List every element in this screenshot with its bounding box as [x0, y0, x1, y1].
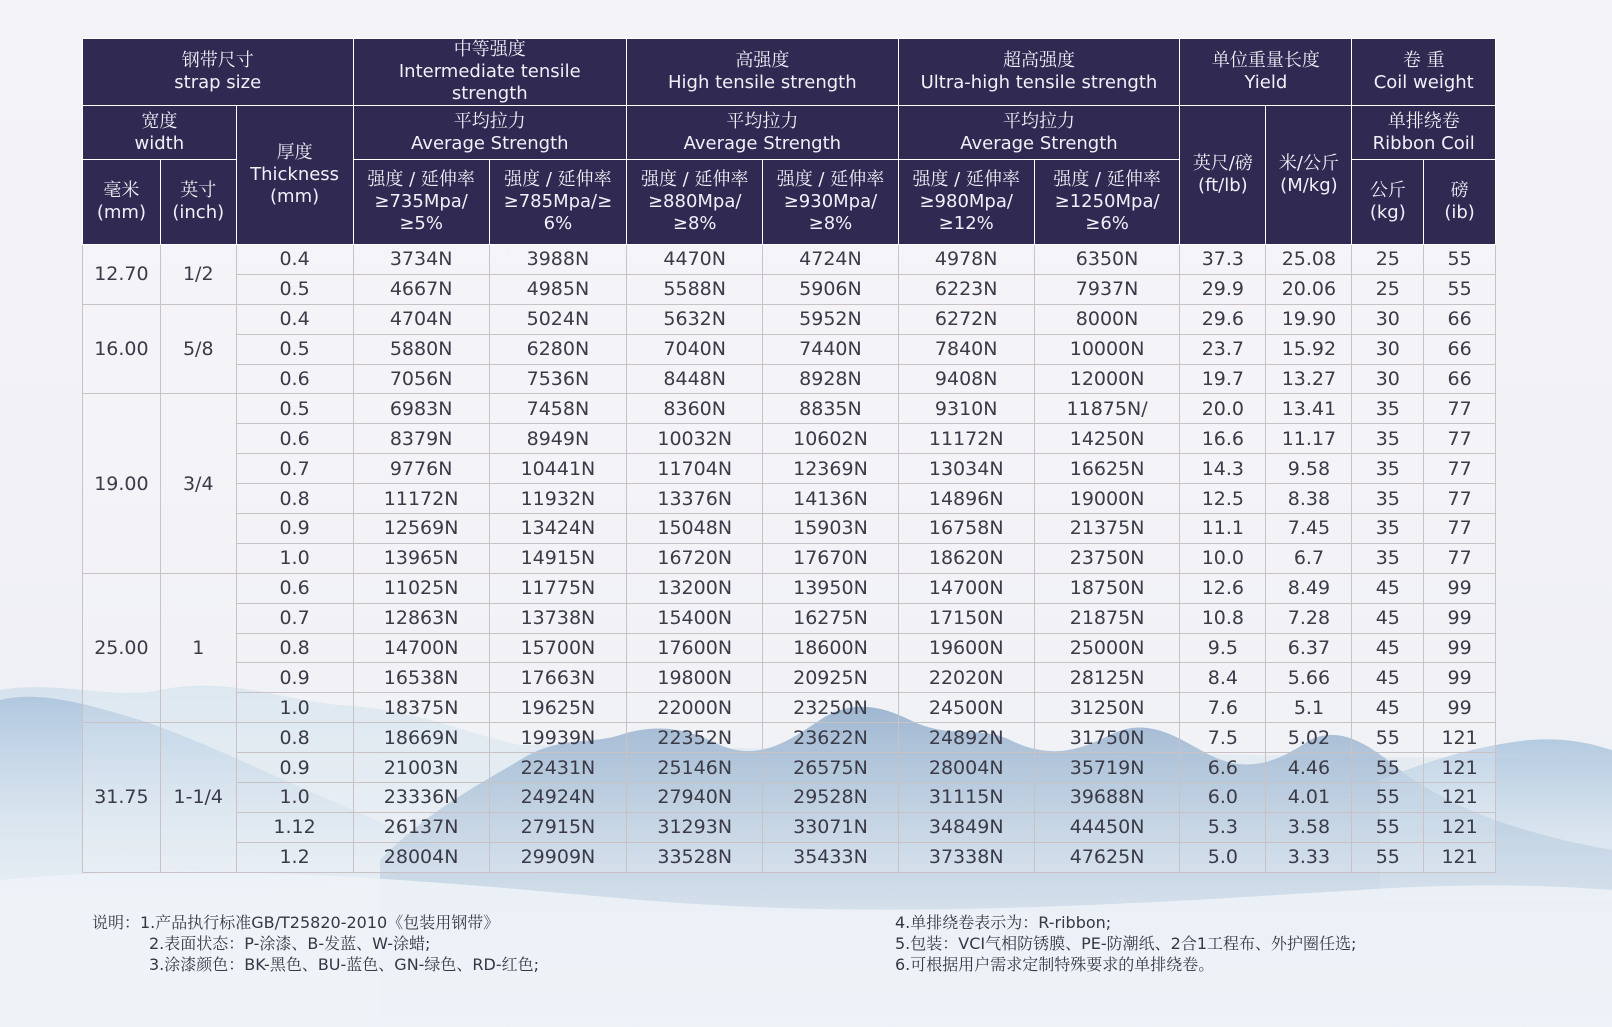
- m-per-kg-cell: 5.02: [1266, 723, 1352, 753]
- grade-930-cell: 8835N: [763, 394, 898, 424]
- coil-kg-cell: 30: [1352, 364, 1424, 394]
- grade-880-cell: 8360N: [627, 394, 763, 424]
- grade-1250-cell: 14250N: [1034, 424, 1179, 454]
- coil-kg-cell: 45: [1352, 573, 1424, 603]
- ft-per-lb-cell: 12.6: [1180, 573, 1266, 603]
- coil-lb-cell: 66: [1424, 364, 1496, 394]
- coil-lb-cell: 66: [1424, 334, 1496, 364]
- grade-930-cell: 14136N: [763, 484, 898, 514]
- ft-per-lb-cell: 12.5: [1180, 484, 1266, 514]
- m-per-kg-cell: 4.01: [1266, 783, 1352, 813]
- coil-kg-cell: 35: [1352, 424, 1424, 454]
- grade-785-cell: 29909N: [489, 842, 626, 872]
- grade-980-cell: 14700N: [898, 573, 1034, 603]
- grade-1250-cell: 31750N: [1034, 723, 1179, 753]
- grade-1250-cell: 39688N: [1034, 783, 1179, 813]
- grade-735-cell: 7056N: [353, 364, 489, 394]
- header-coil-weight: 卷 重 Coil weight: [1352, 39, 1496, 106]
- grade-980-cell: 16758N: [898, 514, 1034, 544]
- grade-930-cell: 15903N: [763, 514, 898, 544]
- ft-per-lb-cell: 10.0: [1180, 543, 1266, 573]
- thickness-cell: 0.7: [236, 603, 353, 633]
- coil-lb-cell: 121: [1424, 723, 1496, 753]
- grade-980-cell: 19600N: [898, 633, 1034, 663]
- thickness-cell: 0.6: [236, 573, 353, 603]
- grade-1250-cell: 19000N: [1034, 484, 1179, 514]
- grade-1250-cell: 18750N: [1034, 573, 1179, 603]
- coil-lb-cell: 99: [1424, 573, 1496, 603]
- coil-lb-cell: 121: [1424, 842, 1496, 872]
- coil-lb-cell: 121: [1424, 753, 1496, 783]
- grade-1250-cell: 35719N: [1034, 753, 1179, 783]
- grade-735-cell: 14700N: [353, 633, 489, 663]
- header-grade-980: 强度 / 延伸率 ≥980Mpa/ ≥12%: [898, 160, 1034, 245]
- table-row: [83, 484, 1496, 514]
- strap-specification-table: [82, 38, 1496, 873]
- grade-1250-cell: 16625N: [1034, 454, 1179, 484]
- grade-1250-cell: 11875N/: [1034, 394, 1179, 424]
- header-width: 宽度 width: [83, 106, 237, 160]
- grade-930-cell: 4724N: [763, 245, 898, 275]
- grade-1250-cell: 28125N: [1034, 663, 1179, 693]
- grade-735-cell: 5880N: [353, 334, 489, 364]
- header-lb: 磅 (ib): [1424, 160, 1496, 245]
- m-per-kg-cell: 15.92: [1266, 334, 1352, 364]
- grade-785-cell: 15700N: [489, 633, 626, 663]
- grade-880-cell: 25146N: [627, 753, 763, 783]
- grade-930-cell: 13950N: [763, 573, 898, 603]
- header-avg-strength-intermediate: 平均拉力 Average Strength: [353, 106, 627, 160]
- thickness-cell: 0.9: [236, 514, 353, 544]
- grade-880-cell: 33528N: [627, 842, 763, 872]
- header-thickness: 厚度 Thickness (mm): [236, 106, 353, 245]
- grade-735-cell: 26137N: [353, 812, 489, 842]
- width-inch-cell: 1/2: [160, 245, 236, 305]
- width-mm-cell: 16.00: [83, 304, 161, 394]
- grade-785-cell: 19939N: [489, 723, 626, 753]
- grade-880-cell: 22000N: [627, 693, 763, 723]
- header-high-strength: 高强度 High tensile strength: [627, 39, 899, 106]
- header-ultra-high-strength: 超高强度 Ultra-high tensile strength: [898, 39, 1180, 106]
- coil-kg-cell: 45: [1352, 633, 1424, 663]
- grade-930-cell: 23250N: [763, 693, 898, 723]
- table-row: [83, 842, 1496, 872]
- ft-per-lb-cell: 7.5: [1180, 723, 1266, 753]
- coil-kg-cell: 55: [1352, 723, 1424, 753]
- m-per-kg-cell: 3.33: [1266, 842, 1352, 872]
- grade-735-cell: 28004N: [353, 842, 489, 872]
- ft-per-lb-cell: 14.3: [1180, 454, 1266, 484]
- m-per-kg-cell: 6.37: [1266, 633, 1352, 663]
- grade-735-cell: 11025N: [353, 573, 489, 603]
- grade-980-cell: 18620N: [898, 543, 1034, 573]
- ft-per-lb-cell: 7.6: [1180, 693, 1266, 723]
- m-per-kg-cell: 19.90: [1266, 304, 1352, 334]
- grade-930-cell: 20925N: [763, 663, 898, 693]
- thickness-cell: 1.0: [236, 543, 353, 573]
- note-line: 2.表面状态：P-涂漆、B-发蓝、W-涂蜡;: [149, 934, 431, 953]
- grade-785-cell: 19625N: [489, 693, 626, 723]
- grade-980-cell: 6272N: [898, 304, 1034, 334]
- grade-930-cell: 16275N: [763, 603, 898, 633]
- coil-lb-cell: 77: [1424, 484, 1496, 514]
- grade-980-cell: 31115N: [898, 783, 1034, 813]
- thickness-cell: 0.6: [236, 364, 353, 394]
- coil-lb-cell: 99: [1424, 603, 1496, 633]
- grade-980-cell: 34849N: [898, 812, 1034, 842]
- header-avg-strength-ultra: 平均拉力 Average Strength: [898, 106, 1180, 160]
- m-per-kg-cell: 6.7: [1266, 543, 1352, 573]
- grade-1250-cell: 21875N: [1034, 603, 1179, 633]
- width-mm-cell: 19.00: [83, 394, 161, 573]
- note-line: 4.单排绕卷表示为：R-ribbon;: [895, 913, 1112, 932]
- ft-per-lb-cell: 29.6: [1180, 304, 1266, 334]
- width-inch-cell: 1: [160, 573, 236, 722]
- grade-980-cell: 37338N: [898, 842, 1034, 872]
- grade-980-cell: 28004N: [898, 753, 1034, 783]
- grade-785-cell: 13738N: [489, 603, 626, 633]
- note-line: 说明：1.产品执行标准GB/T25820-2010《包装用钢带》: [92, 913, 500, 932]
- grade-880-cell: 15048N: [627, 514, 763, 544]
- table-row: [83, 603, 1496, 633]
- m-per-kg-cell: 8.38: [1266, 484, 1352, 514]
- coil-kg-cell: 45: [1352, 663, 1424, 693]
- grade-785-cell: 5024N: [489, 304, 626, 334]
- ft-per-lb-cell: 23.7: [1180, 334, 1266, 364]
- grade-735-cell: 18669N: [353, 723, 489, 753]
- grade-930-cell: 10602N: [763, 424, 898, 454]
- grade-785-cell: 10441N: [489, 454, 626, 484]
- width-mm-cell: 25.00: [83, 573, 161, 722]
- grade-880-cell: 13376N: [627, 484, 763, 514]
- grade-785-cell: 27915N: [489, 812, 626, 842]
- grade-880-cell: 4470N: [627, 245, 763, 275]
- grade-1250-cell: 8000N: [1034, 304, 1179, 334]
- notes-right: [895, 912, 1356, 975]
- notes-left: [92, 912, 539, 975]
- header-grade-1250: 强度 / 延伸率 ≥1250Mpa/ ≥6%: [1034, 160, 1179, 245]
- coil-kg-cell: 55: [1352, 783, 1424, 813]
- grade-785-cell: 3988N: [489, 245, 626, 275]
- thickness-cell: 0.5: [236, 334, 353, 364]
- grade-785-cell: 6280N: [489, 334, 626, 364]
- grade-980-cell: 9310N: [898, 394, 1034, 424]
- coil-kg-cell: 35: [1352, 454, 1424, 484]
- grade-880-cell: 10032N: [627, 424, 763, 454]
- grade-980-cell: 14896N: [898, 484, 1034, 514]
- m-per-kg-cell: 5.66: [1266, 663, 1352, 693]
- grade-930-cell: 29528N: [763, 783, 898, 813]
- coil-kg-cell: 55: [1352, 812, 1424, 842]
- coil-kg-cell: 35: [1352, 543, 1424, 573]
- grade-880-cell: 22352N: [627, 723, 763, 753]
- grade-735-cell: 12569N: [353, 514, 489, 544]
- coil-lb-cell: 55: [1424, 245, 1496, 275]
- grade-880-cell: 5588N: [627, 274, 763, 304]
- grade-735-cell: 16538N: [353, 663, 489, 693]
- table-row: [83, 573, 1496, 603]
- header-grade-735: 强度 / 延伸率 ≥735Mpa/ ≥5%: [353, 160, 489, 245]
- grade-1250-cell: 25000N: [1034, 633, 1179, 663]
- grade-980-cell: 24500N: [898, 693, 1034, 723]
- grade-930-cell: 5952N: [763, 304, 898, 334]
- table-body: [83, 245, 1496, 873]
- strap-specification-table-container: [82, 38, 1496, 873]
- ft-per-lb-cell: 9.5: [1180, 633, 1266, 663]
- grade-735-cell: 4667N: [353, 274, 489, 304]
- grade-735-cell: 13965N: [353, 543, 489, 573]
- grade-735-cell: 6983N: [353, 394, 489, 424]
- coil-lb-cell: 55: [1424, 274, 1496, 304]
- note-line: 3.涂漆颜色：BK-黑色、BU-蓝色、GN-绿色、RD-红色;: [149, 955, 540, 974]
- grade-980-cell: 24892N: [898, 723, 1034, 753]
- header-grade-785: 强度 / 延伸率 ≥785Mpa/≥ 6%: [489, 160, 626, 245]
- m-per-kg-cell: 20.06: [1266, 274, 1352, 304]
- grade-930-cell: 8928N: [763, 364, 898, 394]
- m-per-kg-cell: 7.28: [1266, 603, 1352, 633]
- ft-per-lb-cell: 20.0: [1180, 394, 1266, 424]
- grade-880-cell: 13200N: [627, 573, 763, 603]
- grade-980-cell: 11172N: [898, 424, 1034, 454]
- table-row: [83, 274, 1496, 304]
- table-row: [83, 514, 1496, 544]
- header-ft-per-lb: 英尺/磅 (ft/lb): [1180, 106, 1266, 245]
- header-intermediate-strength: 中等强度 Intermediate tensile strength: [353, 39, 627, 106]
- table-row: [83, 812, 1496, 842]
- width-inch-cell: 1-1/4: [160, 723, 236, 872]
- table-row: [83, 633, 1496, 663]
- coil-lb-cell: 77: [1424, 424, 1496, 454]
- ft-per-lb-cell: 6.6: [1180, 753, 1266, 783]
- coil-kg-cell: 45: [1352, 693, 1424, 723]
- thickness-cell: 1.0: [236, 693, 353, 723]
- thickness-cell: 0.8: [236, 633, 353, 663]
- grade-880-cell: 5632N: [627, 304, 763, 334]
- table-row: [83, 454, 1496, 484]
- grade-785-cell: 11932N: [489, 484, 626, 514]
- table-row: [83, 693, 1496, 723]
- grade-735-cell: 18375N: [353, 693, 489, 723]
- thickness-cell: 0.6: [236, 424, 353, 454]
- grade-785-cell: 13424N: [489, 514, 626, 544]
- ft-per-lb-cell: 8.4: [1180, 663, 1266, 693]
- coil-kg-cell: 45: [1352, 603, 1424, 633]
- grade-880-cell: 11704N: [627, 454, 763, 484]
- thickness-cell: 0.8: [236, 723, 353, 753]
- header-avg-strength-high: 平均拉力 Average Strength: [627, 106, 899, 160]
- m-per-kg-cell: 7.45: [1266, 514, 1352, 544]
- thickness-cell: 0.5: [236, 274, 353, 304]
- header-inch: 英寸 (inch): [160, 160, 236, 245]
- grade-1250-cell: 10000N: [1034, 334, 1179, 364]
- coil-lb-cell: 77: [1424, 514, 1496, 544]
- grade-930-cell: 17670N: [763, 543, 898, 573]
- thickness-cell: 0.8: [236, 484, 353, 514]
- thickness-cell: 0.7: [236, 454, 353, 484]
- grade-785-cell: 7536N: [489, 364, 626, 394]
- grade-880-cell: 7040N: [627, 334, 763, 364]
- coil-lb-cell: 77: [1424, 543, 1496, 573]
- table-row: [83, 543, 1496, 573]
- thickness-cell: 0.4: [236, 304, 353, 334]
- table-row: [83, 245, 1496, 275]
- grade-930-cell: 7440N: [763, 334, 898, 364]
- ft-per-lb-cell: 5.0: [1180, 842, 1266, 872]
- note-line: 5.包装：VCI气相防锈膜、PE-防潮纸、2合1工程布、外护圈任选;: [895, 934, 1357, 953]
- coil-lb-cell: 99: [1424, 693, 1496, 723]
- grade-1250-cell: 12000N: [1034, 364, 1179, 394]
- grade-785-cell: 22431N: [489, 753, 626, 783]
- grade-980-cell: 4978N: [898, 245, 1034, 275]
- ft-per-lb-cell: 11.1: [1180, 514, 1266, 544]
- thickness-cell: 1.2: [236, 842, 353, 872]
- width-inch-cell: 5/8: [160, 304, 236, 394]
- grade-785-cell: 11775N: [489, 573, 626, 603]
- grade-785-cell: 7458N: [489, 394, 626, 424]
- ft-per-lb-cell: 5.3: [1180, 812, 1266, 842]
- ft-per-lb-cell: 6.0: [1180, 783, 1266, 813]
- grade-735-cell: 21003N: [353, 753, 489, 783]
- coil-lb-cell: 77: [1424, 454, 1496, 484]
- coil-kg-cell: 30: [1352, 334, 1424, 364]
- grade-880-cell: 16720N: [627, 543, 763, 573]
- thickness-cell: 0.4: [236, 245, 353, 275]
- grade-1250-cell: 47625N: [1034, 842, 1179, 872]
- coil-lb-cell: 121: [1424, 812, 1496, 842]
- grade-1250-cell: 31250N: [1034, 693, 1179, 723]
- m-per-kg-cell: 13.41: [1266, 394, 1352, 424]
- coil-kg-cell: 35: [1352, 484, 1424, 514]
- m-per-kg-cell: 8.49: [1266, 573, 1352, 603]
- grade-785-cell: 4985N: [489, 274, 626, 304]
- grade-930-cell: 12369N: [763, 454, 898, 484]
- table-row: [83, 304, 1496, 334]
- thickness-cell: 0.9: [236, 663, 353, 693]
- header-m-per-kg: 米/公斤 (M/kg): [1266, 106, 1352, 245]
- grade-735-cell: 23336N: [353, 783, 489, 813]
- header-ribbon-coil: 单排绕卷 Ribbon Coil: [1352, 106, 1496, 160]
- grade-980-cell: 22020N: [898, 663, 1034, 693]
- thickness-cell: 0.9: [236, 753, 353, 783]
- grade-930-cell: 35433N: [763, 842, 898, 872]
- grade-1250-cell: 6350N: [1034, 245, 1179, 275]
- grade-980-cell: 13034N: [898, 454, 1034, 484]
- coil-lb-cell: 99: [1424, 663, 1496, 693]
- grade-930-cell: 18600N: [763, 633, 898, 663]
- coil-lb-cell: 99: [1424, 633, 1496, 663]
- header-grade-880: 强度 / 延伸率 ≥880Mpa/ ≥8%: [627, 160, 763, 245]
- grade-980-cell: 17150N: [898, 603, 1034, 633]
- thickness-cell: 1.12: [236, 812, 353, 842]
- grade-880-cell: 31293N: [627, 812, 763, 842]
- coil-kg-cell: 55: [1352, 842, 1424, 872]
- table-row: [83, 663, 1496, 693]
- grade-930-cell: 33071N: [763, 812, 898, 842]
- grade-880-cell: 19800N: [627, 663, 763, 693]
- grade-880-cell: 17600N: [627, 633, 763, 663]
- width-mm-cell: 31.75: [83, 723, 161, 872]
- grade-880-cell: 27940N: [627, 783, 763, 813]
- width-inch-cell: 3/4: [160, 394, 236, 573]
- coil-lb-cell: 77: [1424, 394, 1496, 424]
- table-row: [83, 334, 1496, 364]
- table-row: [83, 394, 1496, 424]
- coil-kg-cell: 25: [1352, 274, 1424, 304]
- coil-kg-cell: 30: [1352, 304, 1424, 334]
- grade-880-cell: 15400N: [627, 603, 763, 633]
- grade-735-cell: 3734N: [353, 245, 489, 275]
- table-header: [83, 39, 1496, 245]
- grade-1250-cell: 44450N: [1034, 812, 1179, 842]
- grade-1250-cell: 21375N: [1034, 514, 1179, 544]
- grade-785-cell: 8949N: [489, 424, 626, 454]
- ft-per-lb-cell: 16.6: [1180, 424, 1266, 454]
- coil-lb-cell: 66: [1424, 304, 1496, 334]
- table-row: [83, 723, 1496, 753]
- header-yield: 单位重量长度 Yield: [1180, 39, 1352, 106]
- grade-980-cell: 9408N: [898, 364, 1034, 394]
- header-strap-size: 钢带尺寸 strap size: [83, 39, 354, 106]
- thickness-cell: 1.0: [236, 783, 353, 813]
- m-per-kg-cell: 5.1: [1266, 693, 1352, 723]
- grade-980-cell: 6223N: [898, 274, 1034, 304]
- thickness-cell: 0.5: [236, 394, 353, 424]
- header-grade-930: 强度 / 延伸率 ≥930Mpa/ ≥8%: [763, 160, 898, 245]
- m-per-kg-cell: 9.58: [1266, 454, 1352, 484]
- ft-per-lb-cell: 37.3: [1180, 245, 1266, 275]
- coil-lb-cell: 121: [1424, 783, 1496, 813]
- m-per-kg-cell: 13.27: [1266, 364, 1352, 394]
- grade-785-cell: 14915N: [489, 543, 626, 573]
- table-row: [83, 364, 1496, 394]
- ft-per-lb-cell: 29.9: [1180, 274, 1266, 304]
- coil-kg-cell: 35: [1352, 514, 1424, 544]
- coil-kg-cell: 35: [1352, 394, 1424, 424]
- grade-930-cell: 23622N: [763, 723, 898, 753]
- header-mm: 毫米 (mm): [83, 160, 161, 245]
- grade-980-cell: 7840N: [898, 334, 1034, 364]
- grade-735-cell: 4704N: [353, 304, 489, 334]
- coil-kg-cell: 55: [1352, 753, 1424, 783]
- m-per-kg-cell: 11.17: [1266, 424, 1352, 454]
- table-row: [83, 783, 1496, 813]
- table-row: [83, 424, 1496, 454]
- note-line: 6.可根据用户需求定制特殊要求的单排绕卷。: [895, 955, 1215, 974]
- grade-785-cell: 17663N: [489, 663, 626, 693]
- grade-735-cell: 11172N: [353, 484, 489, 514]
- grade-735-cell: 12863N: [353, 603, 489, 633]
- grade-1250-cell: 7937N: [1034, 274, 1179, 304]
- grade-735-cell: 9776N: [353, 454, 489, 484]
- ft-per-lb-cell: 10.8: [1180, 603, 1266, 633]
- ft-per-lb-cell: 19.7: [1180, 364, 1266, 394]
- grade-1250-cell: 23750N: [1034, 543, 1179, 573]
- grade-735-cell: 8379N: [353, 424, 489, 454]
- grade-880-cell: 8448N: [627, 364, 763, 394]
- m-per-kg-cell: 4.46: [1266, 753, 1352, 783]
- table-row: [83, 753, 1496, 783]
- grade-785-cell: 24924N: [489, 783, 626, 813]
- m-per-kg-cell: 3.58: [1266, 812, 1352, 842]
- grade-930-cell: 26575N: [763, 753, 898, 783]
- m-per-kg-cell: 25.08: [1266, 245, 1352, 275]
- width-mm-cell: 12.70: [83, 245, 161, 305]
- grade-930-cell: 5906N: [763, 274, 898, 304]
- header-kg: 公斤 (kg): [1352, 160, 1424, 245]
- coil-kg-cell: 25: [1352, 245, 1424, 275]
